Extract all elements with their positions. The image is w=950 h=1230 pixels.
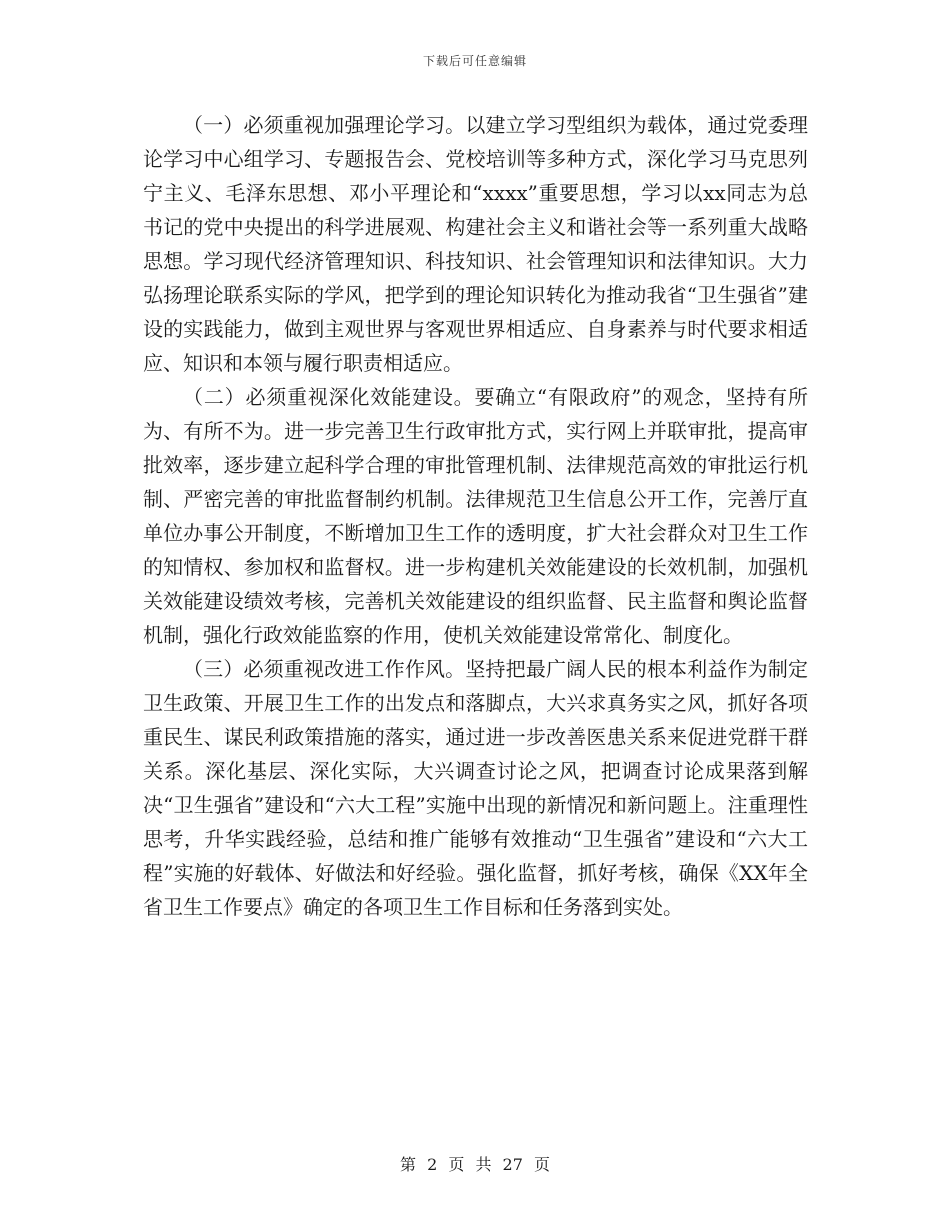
document-body xyxy=(143,108,808,924)
page-footer: 第 2 页 共 27 页 xyxy=(400,1155,550,1174)
paragraph-1: （一）必须重视加强理论学习。以建立学习型组织为载体，通过党委理论学习中心组学习、专题报告会、党校培训等多种方式，深化学习马克思列宁主义、毛泽东思想、邓小平理论和“xxxx”重要思想，学习以xx同志为总书记的党中央提出的科学进展观、构建社会主义和谐社会等一系列重大战略思想。学习现代经济管理知识、科技知识、社会管理知识和法律知识。大力弘扬理论联系实际的学风，把学到的理论知识转化为推动我省“卫生强省”建设的实践能力，做到主观世界与客观世界相适应、自身素养与时代要求相适应、知识和本领与履行职责相适应。 xyxy=(143,113,808,375)
paragraph-2: （二）必须重视深化效能建设。要确立“有限政府”的观念，坚持有所为、有所不为。进一步完善卫生行政审批方式，实行网上并联审批，提高审批效率，逐步建立起科学合理的审批管理机制、法律规范高效的审批运行机制、严密完善的审批监督制约机制。法律规范卫生信息公开工作，完善厅直单位办事公开制度，不断增加卫生工作的透明度，扩大社会群众对卫生工作的知情权、参加权和监督权。进一步构建机关效能建设的长效机制，加强机关效能建设绩效考核，完善机关效能建设的组织监督、民主监督和舆论监督机制，强化行政效能监察的作用，使机关效能建设常常化、制度化。 xyxy=(143,385,808,647)
page-header: 下载后可任意编辑 xyxy=(422,54,527,68)
paragraph-3: （三）必须重视改进工作作风。坚持把最广阔人民的根本利益作为制定卫生政策、开展卫生工作的出发点和落脚点，大兴求真务实之风，抓好各项重民生、谋民利政策措施的落实，通过进一步改善医患关系来促进党群干群关系。深化基层、深化实际，大兴调查讨论之风，把调查讨论成果落到解决“卫生强省”建设和“六大工程”实施中出现的新情况和新问题上。注重理性思考，升华实践经验，总结和推广能够有效推动“卫生强省”建设和“六大工程”实施的好载体、好做法和好经验。强化监督，抓好考核，确保《XX年全省卫生工作要点》确定的各项卫生工作目标和任务落到实处。 xyxy=(143,657,808,919)
